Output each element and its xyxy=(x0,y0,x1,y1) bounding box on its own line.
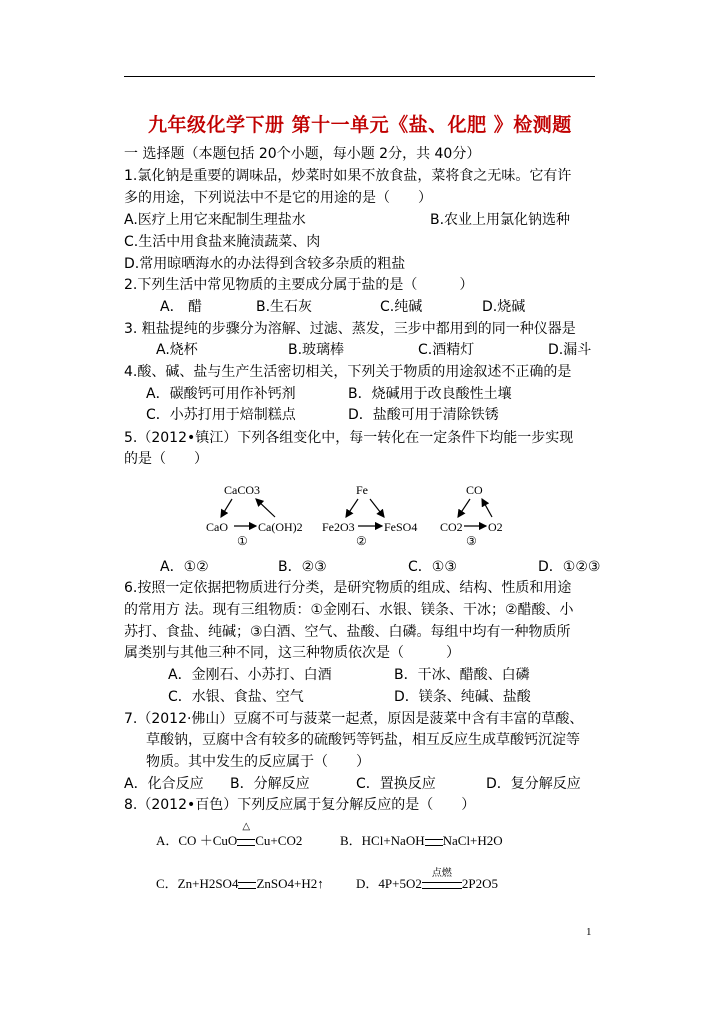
d3-arrow-right-top xyxy=(482,499,492,517)
q3-option-d: D.漏斗 xyxy=(548,342,592,358)
d3-arrow-top-left xyxy=(458,499,470,517)
q5-diagram-2 xyxy=(318,478,428,548)
d1-left-label: CaO xyxy=(206,520,228,534)
q8-b-products: NaCl+H2O xyxy=(442,833,503,848)
q6-stem-1: 6.按照一定依据把物质进行分类，是研究物质的组成、结构、性质和用途 xyxy=(124,580,572,596)
q8-d-condition-arrow xyxy=(422,868,462,892)
q8-option-a xyxy=(156,821,303,849)
q7-stem-2: 草酸钠，豆腐中含有较多的硫酸钙等钙盐，相互反应生成草酸钙沉淀等 xyxy=(146,732,580,748)
q5-option-d: D．①②③ xyxy=(538,559,601,575)
d2-left-label: Fe2O3 xyxy=(322,520,355,534)
q2-stem: 2.下列生活中常见物质的主要成分属于盐的是（ ） xyxy=(124,277,474,293)
q3-stem: 3. 粗盐提纯的步骤分为溶解、过滤、蒸发，三步中都用到的同一种仪器是 xyxy=(124,321,576,337)
d3-left-label: CO2 xyxy=(440,520,463,534)
q1-stem-2: 多的用途，下列说法中不是它的用途的是（ ） xyxy=(124,190,432,206)
q8-a-reactants: A．CO ＋CuO xyxy=(156,833,238,848)
q8-option-b xyxy=(340,830,503,849)
q8-c-products: ZnSO4+H2↑ xyxy=(256,876,324,891)
q8-d-products: 2P2O5 xyxy=(461,876,498,891)
d3-number: ③ xyxy=(466,534,477,548)
q8-stem: 8.（2012•百色）下列反应属于复分解反应的是（ ） xyxy=(124,797,476,813)
q8-d-ignite-label: 点燃 xyxy=(431,868,452,879)
d3-top-label: CO xyxy=(466,483,483,497)
q2-option-b: B.生石灰 xyxy=(256,299,313,315)
q5-stem-1: 5.（2012•镇江）下列各组变化中，每一转化在一定条件下均能一步实现 xyxy=(124,430,574,446)
q7-option-c: C．置换反应 xyxy=(356,776,436,792)
q1-option-c: C.生活中用食盐来腌渍蔬菜、肉 xyxy=(124,234,321,250)
q5-stem-2: 的是（ ） xyxy=(124,451,208,467)
section-heading: 一 选择题（本题包括 20个小题，每小题 2分，共 40分） xyxy=(124,146,481,162)
q5-diagram-1 xyxy=(198,478,318,548)
q4-option-d: D．盐酸可用于清除铁锈 xyxy=(348,407,499,423)
q1-option-b: B.农业上用氯化钠选种 xyxy=(430,212,571,228)
q8-option-d xyxy=(356,868,498,892)
q7-option-a: A．化合反应 xyxy=(124,776,204,792)
d1-number: ① xyxy=(237,534,248,548)
q7-option-b: B．分解反应 xyxy=(230,776,310,792)
q3-option-b: B.玻璃棒 xyxy=(288,342,345,358)
q6-option-a: A．金刚石、小苏打、白酒 xyxy=(168,667,332,683)
q1-option-a: A.医疗上用它来配制生理盐水 xyxy=(124,212,306,228)
q5-option-a: A．①② xyxy=(160,559,209,575)
q4-stem: 4.酸、碱、盐与生产生活密切相关，下列关于物质的用途叙述不正确的是 xyxy=(124,364,572,380)
d1-arrow-top-left xyxy=(221,499,232,517)
d3-right-label: O2 xyxy=(488,520,503,534)
q8-b-equals xyxy=(425,839,443,846)
d1-right-label: Ca(OH)2 xyxy=(258,520,303,534)
q8-a-products: Cu+CO2 xyxy=(255,833,303,848)
q8-a-heat-symbol: △ xyxy=(242,821,251,832)
d2-arrow-top-right xyxy=(370,499,384,517)
q7-stem-3: 物质。其中发生的反应属于（ ） xyxy=(146,754,370,770)
q8-b-reactants: B．HCl+NaOH xyxy=(340,833,425,848)
q6-option-b: B．干冰、醋酸、白磷 xyxy=(394,667,530,683)
q1-stem-1: 1.氯化钠是重要的调味品，炒菜时如果不放食盐，菜将食之无味。它有许 xyxy=(124,168,572,184)
d2-right-label: FeSO4 xyxy=(384,520,418,534)
q5-diagram-3 xyxy=(436,478,516,548)
q5-option-b: B．②③ xyxy=(278,559,327,575)
q8-option-c xyxy=(156,873,324,892)
q6-option-c: C．水银、食盐、空气 xyxy=(168,689,304,705)
q2-option-c: C.纯碱 xyxy=(380,299,423,315)
q7-option-d: D．复分解反应 xyxy=(486,776,581,792)
page-title: 九年级化学下册 第十一单元《盐、化肥 》检测题 xyxy=(148,114,572,136)
q8-c-reactants: C．Zn+H2SO4 xyxy=(156,876,239,891)
q6-stem-4: 属类别与其他三种不同，这三种物质依次是（ ） xyxy=(124,645,460,661)
q4-option-b: B．烧碱用于改良酸性土壤 xyxy=(348,386,512,402)
q8-a-condition-arrow xyxy=(237,821,255,849)
header-rule xyxy=(124,76,595,77)
d2-number: ② xyxy=(356,534,367,548)
q4-option-c: C．小苏打用于焙制糕点 xyxy=(146,407,296,423)
q8-d-reactants: D．4P+5O2 xyxy=(356,876,422,891)
q5-option-c: C．①③ xyxy=(408,559,457,575)
d1-arrow-right-top xyxy=(256,499,275,517)
d2-arrow-top-left xyxy=(346,499,358,517)
q2-option-a: A． 醋 xyxy=(160,299,203,315)
d2-top-label: Fe xyxy=(356,483,368,497)
q8-c-equals xyxy=(238,882,256,889)
q3-option-c: C.酒精灯 xyxy=(418,342,475,358)
q6-stem-3: 苏打、食盐、纯碱；③白酒、空气、盐酸、白磷。每组中均有一种物质所 xyxy=(124,624,571,640)
page-number: 1 xyxy=(586,926,592,938)
q6-option-d: D．镁条、纯碱、盐酸 xyxy=(394,689,531,705)
q6-stem-2: 的常用方 法。现有三组物质：①金刚石、水银、镁条、干冰；②醋酸、小 xyxy=(124,602,574,618)
q1-option-d: D.常用晾晒海水的办法得到含较多杂质的粗盐 xyxy=(124,256,406,272)
q2-option-d: D.烧碱 xyxy=(482,299,526,315)
q7-stem-1: 7.（2012·佛山）豆腐不可与菠菜一起煮，原因是菠菜中含有丰富的草酸、 xyxy=(124,711,584,727)
d1-top-label: CaCO3 xyxy=(224,483,260,497)
q3-option-a: A.烧杯 xyxy=(156,342,198,358)
q4-option-a: A．碳酸钙可用作补钙剂 xyxy=(146,386,296,402)
